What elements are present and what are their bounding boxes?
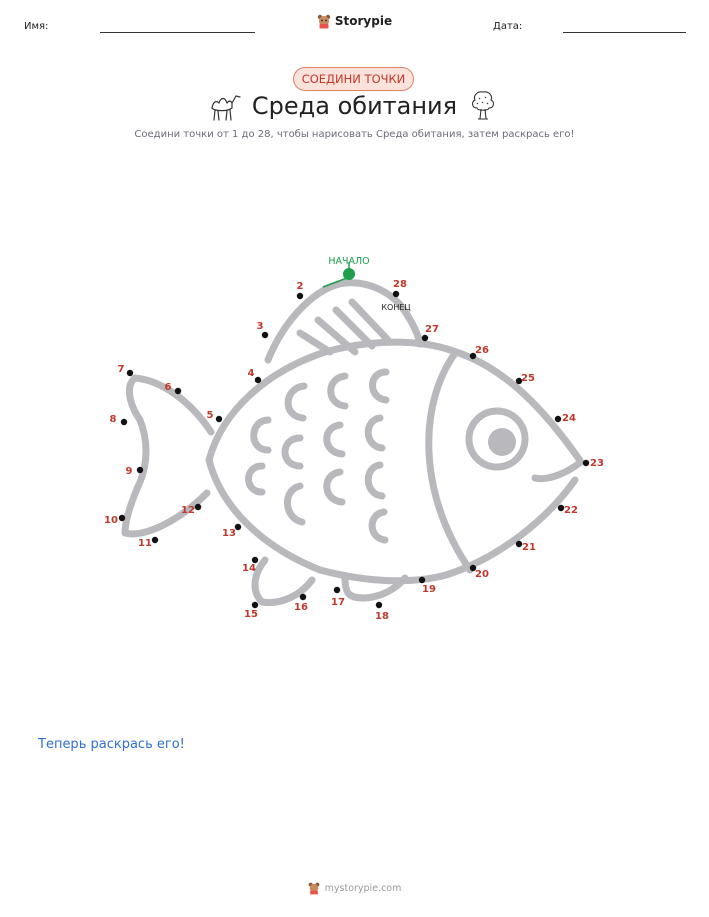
dot-number-2: 2 bbox=[296, 281, 304, 292]
dot-12 bbox=[195, 504, 201, 510]
dot-number-8: 8 bbox=[109, 414, 117, 425]
dot-17 bbox=[334, 587, 340, 593]
dot-number-27: 27 bbox=[425, 324, 439, 335]
dot-6 bbox=[175, 388, 181, 394]
dot-number-17: 17 bbox=[331, 597, 345, 608]
activity-tag: СОЕДИНИ ТОЧКИ bbox=[293, 67, 414, 91]
dot-number-4: 4 bbox=[247, 368, 255, 379]
dot-9 bbox=[137, 467, 143, 473]
dot-number-7: 7 bbox=[117, 364, 125, 375]
start-dot bbox=[343, 268, 355, 280]
dot-number-21: 21 bbox=[522, 542, 536, 553]
dot-19 bbox=[419, 577, 425, 583]
dot-2 bbox=[297, 293, 303, 299]
footer-url: mystorypie.com bbox=[324, 882, 402, 894]
dot-number-5: 5 bbox=[206, 410, 214, 421]
dot-number-15: 15 bbox=[244, 609, 258, 620]
instructions: Соедини точки от 1 до 28, чтобы нарисовать Среда обитания, затем раскрась его! bbox=[134, 129, 575, 140]
dot-number-14: 14 bbox=[242, 563, 256, 574]
dot-number-6: 6 bbox=[164, 382, 172, 393]
dot-8 bbox=[121, 419, 127, 425]
name-label: Имя: bbox=[24, 21, 49, 32]
start-label: НАЧАЛО bbox=[328, 256, 370, 267]
dot-number-23: 23 bbox=[590, 458, 604, 469]
dot-number-20: 20 bbox=[475, 569, 489, 580]
dot-24 bbox=[555, 416, 561, 422]
dot-number-22: 22 bbox=[564, 505, 578, 516]
fish-eye-inner bbox=[488, 428, 516, 456]
dot-number-13: 13 bbox=[222, 528, 236, 539]
dot-7 bbox=[127, 370, 133, 376]
page-title: Среда обитания bbox=[251, 92, 458, 120]
dot-number-25: 25 bbox=[521, 373, 535, 384]
dot-number-9: 9 bbox=[125, 466, 133, 477]
dot-28 bbox=[393, 291, 399, 297]
dot-number-24: 24 bbox=[562, 413, 576, 424]
dot-number-18: 18 bbox=[375, 611, 389, 622]
dot-number-28: 28 bbox=[393, 279, 407, 290]
dot-18 bbox=[376, 602, 382, 608]
dot-5 bbox=[216, 416, 222, 422]
dot-number-26: 26 bbox=[475, 345, 489, 356]
dot-number-10: 10 bbox=[104, 515, 118, 526]
dot-number-19: 19 bbox=[422, 584, 436, 595]
storypie-footer-icon bbox=[308, 881, 320, 895]
dot-3 bbox=[262, 332, 268, 338]
dot-number-11: 11 bbox=[138, 538, 152, 549]
dot-23 bbox=[583, 460, 589, 466]
dot-number-3: 3 bbox=[256, 321, 264, 332]
dot-number-12: 12 bbox=[181, 505, 195, 516]
dot-15 bbox=[252, 602, 258, 608]
dot-16 bbox=[300, 594, 306, 600]
dot-number-16: 16 bbox=[294, 602, 308, 613]
dot-11 bbox=[152, 537, 158, 543]
dot-4 bbox=[255, 377, 261, 383]
dot-10 bbox=[119, 515, 125, 521]
color-prompt: Теперь раскрась его! bbox=[38, 737, 185, 752]
brand-name: Storypie bbox=[334, 14, 393, 28]
footer bbox=[0, 880, 709, 899]
end-label: КОНЕЦ bbox=[381, 303, 411, 312]
dot-27 bbox=[422, 335, 428, 341]
date-label: Дата: bbox=[493, 21, 523, 32]
